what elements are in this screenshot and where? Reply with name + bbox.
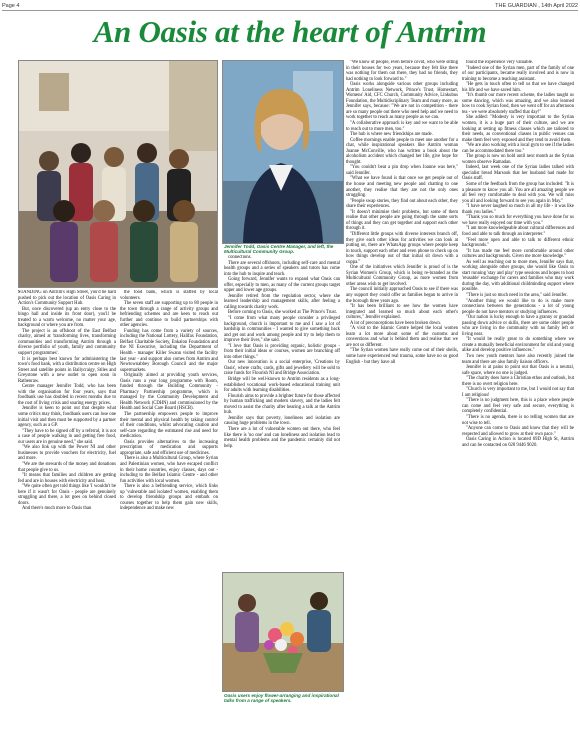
article-paragraph: Oasis Caring in Action is located 69D High St, Antrim and can be contacted on 028 9446 9020. [462, 437, 574, 448]
jennifer-todd-photo [222, 60, 344, 244]
article-paragraph: "What we have found is that once we get people out of the house and meeting new people and chatting to one another, they realise that they are not the only ones struggling. [346, 176, 458, 199]
article-paragraph: There are a lot of vulnerable women out there, who feel like there is 'no one' and can loneliness and isolation lead to mental health problems and the pandemic certainly did not help. [224, 426, 340, 449]
article-paragraph: Going forward, Jennifer wants to expand what Oasis can offer, especially to men, as many of the current groups target upper and lower age groups. [224, 277, 340, 294]
article-paragraph: She added: "Modesty is very important to the Syrian women, it is a huge part of their culture, and we are looking at setting up fitness classes which are tailored to their needs, as conventional classes in public venues can make them feel very exposed and they tend to avoid them. [462, 115, 574, 143]
article-paragraph: "The Syrian women have really come out of their shells, some have experienced real trauma, some have no so good English - but they have all [346, 348, 458, 365]
article-paragraph: "I am more knowledgeable about cultural differences and food and able to talk through an interpreter." [462, 226, 574, 237]
page-header [2, 2, 578, 9]
article-paragraph: "You couldn't beat a pin drop when Joanne was here," said Jennifer. [346, 165, 458, 176]
article-paragraph: "I love that Oasis is providing organic, holistic groups - from their initial ideas or courses, women are branching off into other things." [224, 343, 340, 360]
article-paragraph: Oasis works alongside various other groups including Antrim Loneliness Network, Prince's Trust, Homestart, Womens' Aid, CFC Church, Community Advice, Linkubus Foundation, the Multidisciplinary Team and many more, as Jennifer says, because: "We are not in competition - there are so many people out there who need help and we need to work together to reach as many people as we can. [346, 82, 458, 121]
article-paragraph: "Indeed one of the Syrian men, part of the family of one of our participants, became really involved and is now in training to become a teaching assistant. [462, 65, 574, 82]
article-paragraph: Jennifer is at pains to point out that Oasis is a neutral, safe space, where no one is judged. [462, 365, 574, 376]
article-paragraph: Bridge will be well-known to Antrim residents as a long-established vocational work-based educational training unit for adults with learning disabilities. [224, 377, 340, 394]
article-paragraph: Some of the feedback from the group has included: "It is a pleasure to know you all. You are all amazing people we all feel very comfortable to deal with you. We will miss you all and looking forward to see you again in May." [462, 182, 574, 204]
article-paragraph: One of the initiatives which Jennifer is proud of is the Syrian Women's Group, which is being re-branded as the Multicultural Community Group, as more women from other areas wish to get involved. [346, 265, 458, 287]
article-paragraph: The partnership empowers people to improve their mental and physical health by taking control of their conditions, whilst advocating caution and self-care regarding the estimated rise and need for medication. [120, 412, 218, 440]
article-paragraph: found the experience very valuable. [466, 60, 534, 65]
article-paragraph: "It has made me feel more comfortable around other cultures and backgrounds. Given me more knowledge." [462, 248, 574, 260]
header-rule [2, 10, 578, 11]
article-paragraph: Two new youth mentors have also recently joined the team and there are also family liaison officers. [462, 353, 574, 365]
article-paragraph: "We also link up with the Power NI and other businesses to provide vouchers for electricity, fuel and more. [18, 445, 116, 462]
article-paragraph: "Anyone can come to Oasis and know that they will be respected and allowed to grow at their own pace." [462, 426, 574, 437]
article-paragraph: connections. [228, 255, 252, 260]
article-paragraph: There is also a befriending service, which links up 'vulnerable and isolated' women, enabling them to develop friendship groups and embark on courses together to help them gain new skills, independence and make new [120, 484, 218, 512]
article-paragraph: Funding has come from a variety of sources, including the National Lottery, Halifax Foundation, Belfast Charitable Society, Enkalon Foundation and the NI Executive, including the Department of Health - manager Kiiler Swann visited the facility last year - and support also comes from Antrim and Newtownabbey Borough Council and the major supermarkets. [120, 328, 218, 373]
article-paragraph: But, once discovered (up an entry close to the bingo hall and inside its front door), you'll be treated to a warm welcome, no matter your age, background or where you are from. [18, 306, 116, 329]
group-photo [18, 60, 218, 288]
article-paragraph: "Feel more open and able to talk to different ethnic backgrounds." [462, 237, 574, 249]
article-paragraph: "Thank you so much for everything you have done for us we have really enjoyed our time with you." [462, 215, 574, 226]
article-paragraph: Oasis provides alternatives to the increasing prescription of medication and supports appropriate, safe and efficient use of medicines. [120, 439, 218, 456]
article-paragraph: "Our nation is lucky enough to have a granny or grandad passing down advice or skills, there are some older people who are living in the community with no family left or living near. [462, 315, 574, 337]
article-paragraph: "It would be really great to do something where we create a mutually beneficial environment for old and young alike and develop positive influences." [462, 337, 574, 354]
article-paragraph: "We are the stewards of the money and donations that people give to us. [18, 461, 116, 473]
headline: An Oasis at the heart of Antrim [93, 14, 487, 49]
article-paragraph: Coffee mornings enable people to meet one another for a chat, while inspirational speakers like Antrim woman Joanne McConville, who has written a book about the alcoholism accident which changed her life, give hope for thought. [346, 137, 458, 165]
article-column-1 [18, 290, 116, 730]
group-photo-image [19, 61, 217, 287]
article-paragraph: "Another thing we would like to do is make more connections between the generations - a lot of young people do not have mentors or studying influences. [462, 298, 574, 315]
article-paragraph: "It means that families and children are getting fed and are in houses with electricity and heat. [18, 473, 116, 484]
article-paragraph: As well as reaching out to more men, Jennifer says that, working alongside other groups, she would like Oasis to start running 'stay and play' type sessions and hopes to host 'reusable' exchange for carers and families who may work during the day, with additional childminding support where possible. [462, 259, 574, 293]
article-paragraph: "There is just so much need in the area," said Jennifer. [466, 292, 568, 298]
article-paragraph: "It has been brilliant to see how the women have integrated and learned so much about each other's cultures," Jennifer explained. [346, 304, 458, 321]
article-paragraph: Originally aimed at providing youth services, Oasis runs a year long programme with Room, funded through the Building Community - Pharmacy Partnership programme, which is managed by the Community Development and Health Network (CDHN) and commissioned by the Health and Social Care Board (HSCB). [120, 373, 218, 412]
portrait-image [223, 61, 343, 243]
article-paragraph: Flourish aims to provide a brighter future for those affected by human trafficking and modern slavery, and the ladies felt moved to assist the charity after hearing a talk at the Antrim hub. [224, 393, 340, 416]
article-paragraph: "I have never laughed so much in all my life - it was like thank you ladies." [462, 204, 574, 215]
article-paragraph: There are several offshoots, including self-care and mental health groups and a series of speakers and tutors has come into the hub to inspire and teach. [224, 260, 340, 277]
paper-dateline: THE GUARDIAN , 14th April 2022 [495, 2, 578, 9]
article-column-3 [224, 255, 340, 569]
flower-arranging-photo [222, 572, 344, 692]
article-paragraph: "The charity does have a Christian ethos and outlook, but there is no overt religion here. [462, 376, 574, 387]
article-paragraph: "Church is very important to me, but I would not say that I am religious! [462, 387, 574, 398]
article-paragraph: The group is now on hold until next month as the Syrian women observe Ramadan. [462, 154, 574, 165]
article-paragraph: "People swap stories, they find out about each other, they share their experiences. [346, 198, 458, 210]
article-paragraph: Centre manager Jennifer Todd, who has been with the organisation for four years, says that foodbank use has doubled in recent months due to the cost of living crisis and soaring energy prices. [18, 384, 116, 406]
flower-image [223, 573, 343, 691]
article-paragraph: It is perhaps best known for administering the town's food bank, with a distribution centre on High Street and satellite points in Ballycraigy, Stiles and Greystone with a new outlet to open soon in Rathenraw. [18, 356, 116, 384]
article-column-4 [346, 60, 458, 730]
article-paragraph: "A collaborative approach is key and we want to be able to reach out to more men, too." [346, 121, 458, 132]
article-paragraph: "I come from what many people consider a privileged background, church is important to me and I saw a lot of hardship in communities - I wanted to give something back and get out and work among people and try to help them to improve their lives," she said. [224, 316, 340, 344]
article-paragraph: Jennifer is keen to point out that despite what some critics may think, foodbank users can lose one initial visit and then must be supported by a partner agency, such as a GP. [18, 406, 116, 429]
article-paragraph: "He gets in touch often to tell us that we have changed his life and we have saved him. [462, 82, 574, 93]
article-paragraph: Jennifer retired from the regulation sector, where she learned leadership and management skills, after feeling a calling towards charity work. [224, 293, 340, 310]
article-paragraph: The council initially approached Oasis to see if there was any support they could offer as families began to arrive in the borough three years ago. [346, 287, 458, 304]
article-paragraph: And there's much more to Oasis than [22, 506, 92, 512]
article-paragraph: "We know of people, even before covid, who were sitting in their houses for two years, because they felt like there was nothing for them out there, they had no friends, they had nothing to look forward to." [346, 60, 458, 82]
article-column-2 [120, 290, 218, 730]
article-paragraph: "It's thumb our more recent scheme, the ladies taught us some dancing, which was amazing, and we also learned how to cook Syrian food, then we went off for an afternoon tea - we were absolutely stuffed that day!" [462, 93, 574, 115]
article-paragraph: "We quite often get told things like 'I wouldn't be here if it wasn't for Oasis - people are genuinely struggling and there, a lot goes on behind closed doors. [18, 484, 116, 506]
page-number: Page 4 [2, 2, 20, 9]
article-paragraph: The seven staff are supporting up to 80 people in the town through a range of activity groups and befriending schemes and are keen to reach out further and continue to build partnerships with other agencies. [120, 301, 218, 329]
article-paragraph: There is also a Multicultural Group, where Syrian and Palestinian women, who have escaped conflict in their home countries, enjoy classes, days out - including to the Belfast Islamic Centre - and other fun activities with local women. [120, 456, 218, 484]
article-paragraph: "A visit to the Islamic Centre helped the local women learn a lot more about some of the customs and conventions and what is behind them and realise that we are not so different. [346, 326, 458, 348]
article-paragraph: "They have to be signed off by a referral, it is not a case of people walking in and getting free food, our users are in genuine need," she said. [18, 428, 116, 445]
article-paragraph: "There is no agenda, there is no telling women that are not wise to tell. [462, 415, 574, 426]
bottom-photo-caption: Oasis users enjoy flower-arranging and inspirational talks from a range of speakers. [224, 693, 339, 704]
article-paragraph: Jennifer says that poverty, loneliness and isolation are causing huge problems in the town. [224, 415, 340, 427]
article-paragraph: "It doesn't minimise their problems, but some of them realise that other people are going through the same sorts of things and they can get together and support each other through it. [346, 209, 458, 232]
article-paragraph: The hub is where new friendships are made. [350, 132, 433, 138]
article-paragraph: the food bank, which is staffed by local volunteers. [120, 290, 218, 301]
article-paragraph: A lot of preconceptions have been broken down. [350, 320, 441, 326]
article-column-5 [462, 60, 574, 730]
main-photo-caption: Jennifer Todd, Oasis Centre Manager, and left, the Multicultural Community Group. [224, 244, 334, 255]
article-paragraph: Our new innovation is a social enterprise, 'Creations by Oasis', where crafts, cards, gifts and jewellery will be sold to raise funds for Flourish NI and Bridge Association. [224, 360, 340, 377]
article-paragraph: Indeed, last week one of the Syrian ladies talked with specialist bread Marsook that her husband had made for Oasis staff. [462, 165, 574, 182]
article-paragraph: "We are also working with a local gym to see if the ladies can be accommodated there too." [462, 143, 574, 154]
article-paragraph: STANDING on Antrim's High Street, you'd be hard pushed to pick out the location of Oasis Caring in Action's Community Support Hub. [18, 290, 116, 307]
article-paragraph: "Different little groups with diverse interests branch off, they give each other ideas for activities we can look at putting on, there are WhatsApp groups where people keep in touch, support each other and even phone to check up on how things develop out of that initial sit down with a cuppa." [346, 231, 458, 265]
article-paragraph: The project is an offshoot of the East Belfast charity, aimed at 'transforming lives, transforming communities and transforming Antrim through a diverse portfolio of youth, family and community support programmes'. [18, 328, 116, 357]
article-paragraph: "There is no judgment here, this is a place where people can come and feel very safe and secure, everything is completely confidential. [462, 398, 574, 415]
article-paragraph: Before coming to Oasis, she worked at The Prince's Trust. [228, 310, 337, 316]
